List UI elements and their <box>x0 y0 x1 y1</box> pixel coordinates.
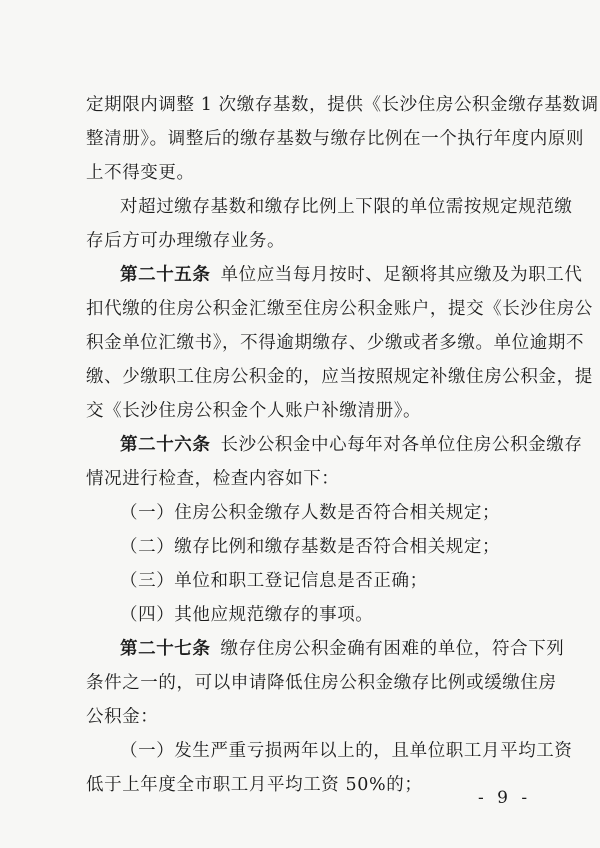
text-line: 交《长沙住房公积金个人账户补缴清册》。 <box>86 401 422 421</box>
text-line: 上不得变更。 <box>86 163 195 183</box>
list-item: （一）发生严重亏损两年以上的，且单位职工月平均工资 <box>120 741 573 761</box>
list-item: （二）缴存比例和缴存基数是否符合相关规定； <box>120 537 501 557</box>
text-line: 整清册》。调整后的缴存基数与缴存比例在一个执行年度内原则 <box>86 129 585 149</box>
text-line: 扣代缴的住房公积金汇缴至住房公积金账户，提交《长沙住房公 <box>86 299 593 319</box>
list-item: （四）其他应规范缴存的事项。 <box>120 605 374 625</box>
text-line: 缴存住房公积金确有困难的单位，符合下列 <box>220 639 565 659</box>
text-line: 定期限内调整 1 次缴存基数，提供《长沙住房公积金缴存基数调 <box>86 95 599 115</box>
page-number: - 9 - <box>478 788 532 808</box>
list-item: （三）单位和职工登记信息是否正确； <box>120 571 428 591</box>
text-line: 缴、少缴职工住房公积金的，应当按照规定补缴住房公积金，提 <box>86 367 593 387</box>
text-line: 对超过缴存基数和缴存比例上下限的单位需按规定规范缴 <box>120 197 573 217</box>
text-line: 长沙公积金中心每年对各单位住房公积金缴存 <box>220 435 583 455</box>
text-line: 情况进行检查，检查内容如下： <box>86 469 340 489</box>
text-line: 条件之一的，可以申请降低住房公积金缴存比例或缓缴住房 <box>86 673 557 693</box>
article-number: 第二十六条 <box>120 435 211 455</box>
list-item: （一）住房公积金缴存人数是否符合相关规定； <box>120 503 501 523</box>
article-number: 第二十七条 <box>120 639 211 659</box>
text-line: 单位应当每月按时、足额将其应缴及为职工代 <box>220 265 583 285</box>
article-25-first-line <box>120 263 583 287</box>
article-27-first-line <box>120 637 564 661</box>
text-line: 存后方可办理缴存业务。 <box>86 231 286 251</box>
article-26-first-line <box>120 433 583 457</box>
text-line: 低于上年度全市职工月平均工资 50%的； <box>86 775 423 795</box>
article-number: 第二十五条 <box>120 265 211 285</box>
text-line: 积金单位汇缴书》，不得逾期缴存、少缴或者多缴。单位逾期不 <box>86 333 585 353</box>
text-line: 公积金： <box>86 707 159 727</box>
